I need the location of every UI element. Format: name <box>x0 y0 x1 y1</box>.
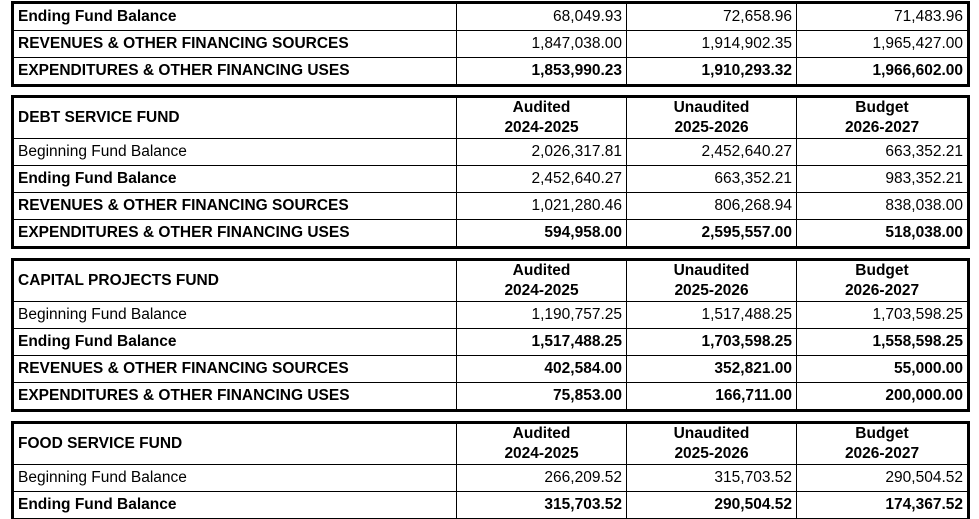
budget-value: 290,504.52 <box>797 465 968 492</box>
column-header-budget: Budget 2026-2027 <box>797 261 968 302</box>
food-service-fund-table <box>13 423 968 519</box>
unaudited-value: 290,504.52 <box>627 492 797 519</box>
row-label: Ending Fund Balance <box>14 166 457 193</box>
column-header-audited: Audited 2024-2025 <box>457 424 627 465</box>
table-row <box>14 329 968 356</box>
budget-value: 200,000.00 <box>797 383 968 410</box>
fund-title: FOOD SERVICE FUND <box>14 424 457 465</box>
audited-value: 266,209.52 <box>457 465 627 492</box>
budget-value: 1,966,602.00 <box>797 58 968 85</box>
budget-value: 1,965,427.00 <box>797 31 968 58</box>
column-header-audited: Audited 2024-2025 <box>457 261 627 302</box>
table-row <box>14 4 968 31</box>
table-header-row <box>14 261 968 302</box>
budget-value: 174,367.52 <box>797 492 968 519</box>
unaudited-value: 166,711.00 <box>627 383 797 410</box>
column-header-unaudited: Unaudited 2025-2026 <box>627 261 797 302</box>
table-row <box>14 58 968 85</box>
capital-projects-fund-table <box>13 260 968 410</box>
prior-fund-table <box>13 3 968 85</box>
column-header-budget: Budget 2026-2027 <box>797 98 968 139</box>
unaudited-value: 315,703.52 <box>627 465 797 492</box>
table-row <box>14 139 968 166</box>
column-header-unaudited: Unaudited 2025-2026 <box>627 98 797 139</box>
budget-value: 71,483.96 <box>797 4 968 31</box>
budget-value: 518,038.00 <box>797 220 968 247</box>
column-header-budget: Budget 2026-2027 <box>797 424 968 465</box>
audited-value: 75,853.00 <box>457 383 627 410</box>
table-row <box>14 465 968 492</box>
unaudited-value: 2,595,557.00 <box>627 220 797 247</box>
audited-value: 1,021,280.46 <box>457 193 627 220</box>
table-row <box>14 356 968 383</box>
audited-value: 2,026,317.81 <box>457 139 627 166</box>
column-header-audited: Audited 2024-2025 <box>457 98 627 139</box>
row-label: Beginning Fund Balance <box>14 139 457 166</box>
unaudited-value: 1,914,902.35 <box>627 31 797 58</box>
unaudited-value: 2,452,640.27 <box>627 139 797 166</box>
audited-value: 1,847,038.00 <box>457 31 627 58</box>
table-row <box>14 166 968 193</box>
audited-value: 315,703.52 <box>457 492 627 519</box>
table-row <box>14 302 968 329</box>
row-label: EXPENDITURES & OTHER FINANCING USES <box>14 58 457 85</box>
audited-value: 402,584.00 <box>457 356 627 383</box>
row-label: Beginning Fund Balance <box>14 302 457 329</box>
audited-value: 1,853,990.23 <box>457 58 627 85</box>
unaudited-value: 352,821.00 <box>627 356 797 383</box>
row-label: Ending Fund Balance <box>14 4 457 31</box>
unaudited-value: 1,517,488.25 <box>627 302 797 329</box>
table-row <box>14 383 968 410</box>
debt-service-fund-table <box>13 97 968 247</box>
row-label: EXPENDITURES & OTHER FINANCING USES <box>14 383 457 410</box>
unaudited-value: 72,658.96 <box>627 4 797 31</box>
unaudited-value: 1,703,598.25 <box>627 329 797 356</box>
row-label: EXPENDITURES & OTHER FINANCING USES <box>14 220 457 247</box>
row-label: Ending Fund Balance <box>14 329 457 356</box>
table-row <box>14 193 968 220</box>
budget-value: 1,558,598.25 <box>797 329 968 356</box>
table-row <box>14 492 968 519</box>
table-row <box>14 31 968 58</box>
audited-value: 594,958.00 <box>457 220 627 247</box>
row-label: Beginning Fund Balance <box>14 465 457 492</box>
table-header-row <box>14 98 968 139</box>
budget-value: 838,038.00 <box>797 193 968 220</box>
fund-title: DEBT SERVICE FUND <box>14 98 457 139</box>
audited-value: 2,452,640.27 <box>457 166 627 193</box>
row-label: REVENUES & OTHER FINANCING SOURCES <box>14 193 457 220</box>
audited-value: 68,049.93 <box>457 4 627 31</box>
column-header-unaudited: Unaudited 2025-2026 <box>627 424 797 465</box>
table-header-row <box>14 424 968 465</box>
unaudited-value: 1,910,293.32 <box>627 58 797 85</box>
table-row <box>14 220 968 247</box>
unaudited-value: 663,352.21 <box>627 166 797 193</box>
audited-value: 1,517,488.25 <box>457 329 627 356</box>
budget-value: 55,000.00 <box>797 356 968 383</box>
audited-value: 1,190,757.25 <box>457 302 627 329</box>
row-label: Ending Fund Balance <box>14 492 457 519</box>
budget-value: 1,703,598.25 <box>797 302 968 329</box>
unaudited-value: 806,268.94 <box>627 193 797 220</box>
row-label: REVENUES & OTHER FINANCING SOURCES <box>14 356 457 383</box>
fund-title: CAPITAL PROJECTS FUND <box>14 261 457 302</box>
row-label: REVENUES & OTHER FINANCING SOURCES <box>14 31 457 58</box>
budget-value: 983,352.21 <box>797 166 968 193</box>
budget-value: 663,352.21 <box>797 139 968 166</box>
